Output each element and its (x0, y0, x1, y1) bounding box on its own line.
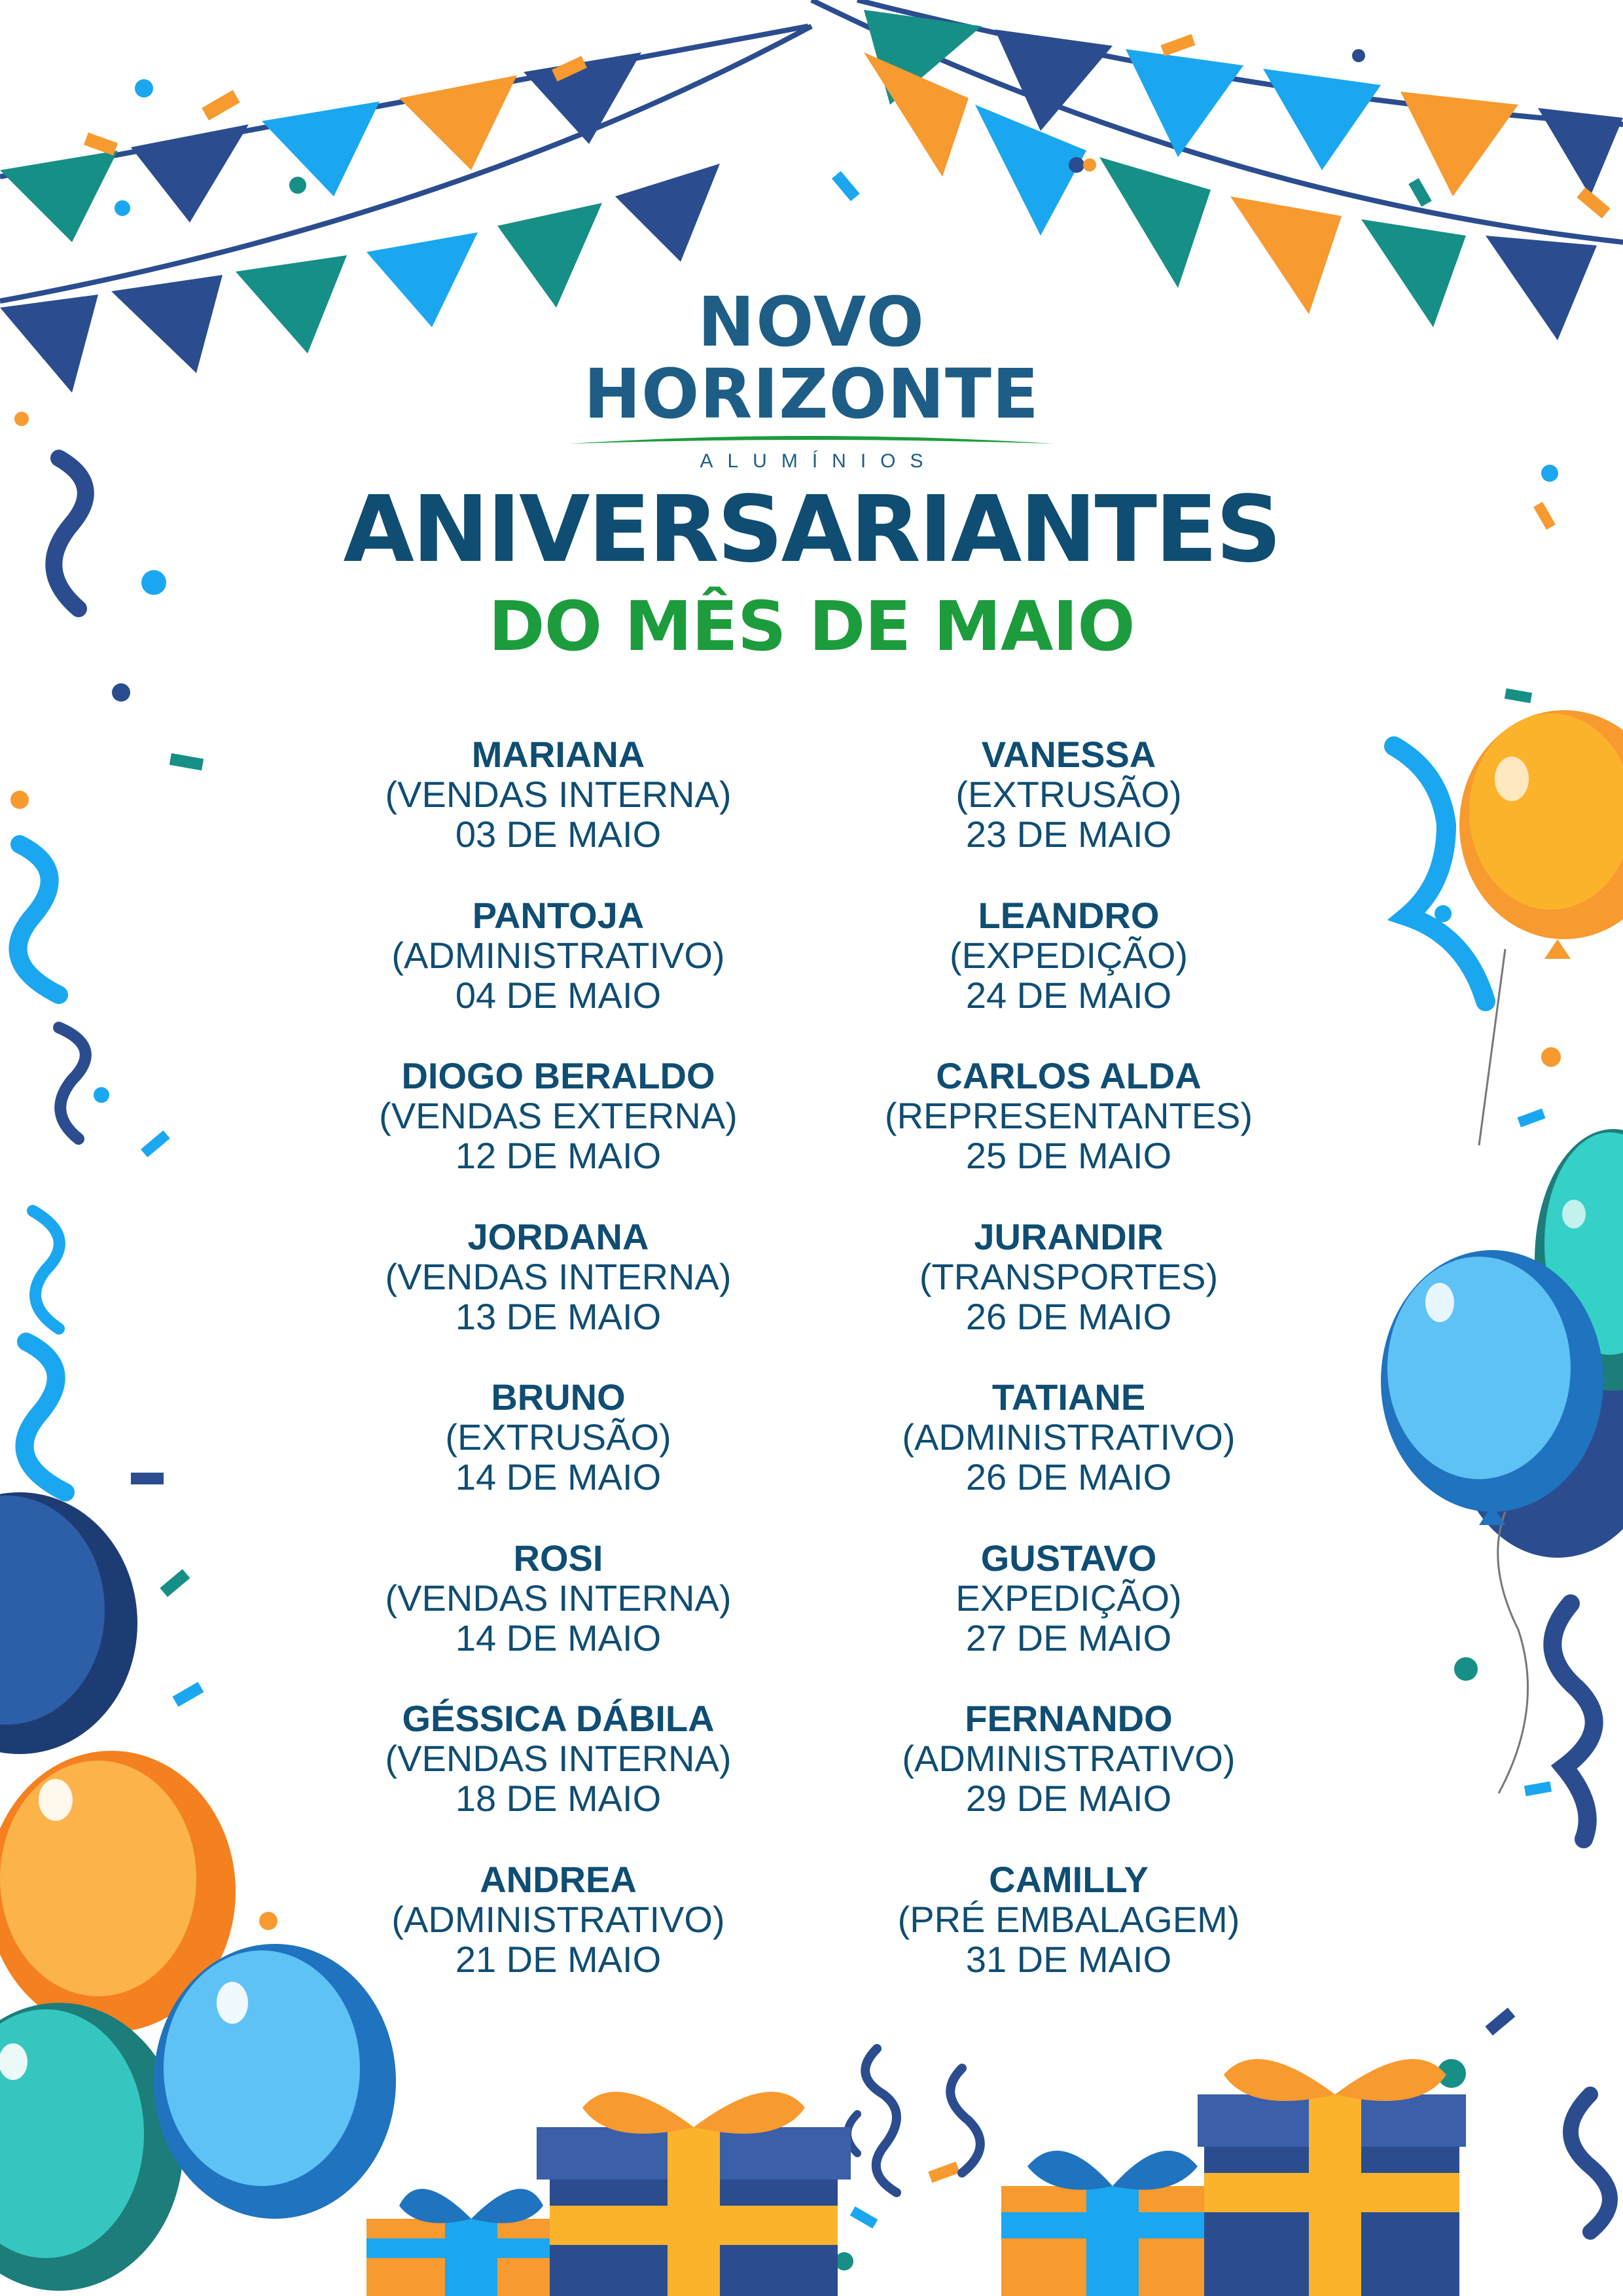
page-title: ANIVERSARIANTES (343, 476, 1280, 583)
person-department: (ADMINISTRATIVO) (902, 1738, 1236, 1779)
person-name: MARIANA (471, 734, 645, 775)
person-name: GÉSSICA DÁBILA (402, 1698, 715, 1739)
birthday-date: 26 DE MAIO (965, 1456, 1172, 1498)
birthday-entry (277, 1377, 840, 1538)
person-name: TATIANE (991, 1376, 1146, 1418)
person-department: (REPRESENTANTES) (884, 1095, 1253, 1136)
person-name: DIOGO BERALDO (401, 1055, 715, 1096)
birthday-entry (277, 1698, 840, 1859)
birthday-entry (277, 895, 840, 1056)
birthday-date: 24 DE MAIO (965, 974, 1172, 1016)
person-department: (ADMINISTRATIVO) (902, 1416, 1236, 1458)
person-department: (EXPEDIÇÃO) (949, 934, 1188, 976)
person-department: (ADMINISTRATIVO) (391, 934, 725, 976)
logo-tagline: ALUMÍNIOS (700, 450, 938, 472)
person-name: GUSTAVO (980, 1537, 1157, 1579)
birthday-date: 31 DE MAIO (965, 1938, 1172, 1980)
person-department: (EXTRUSÃO) (955, 774, 1182, 815)
birthday-date: 18 DE MAIO (455, 1778, 662, 1819)
birthday-entry (787, 1859, 1350, 2020)
birthday-entry (787, 1698, 1350, 1859)
birthday-date: 04 DE MAIO (455, 974, 662, 1016)
person-name: LEANDRO (978, 894, 1160, 936)
person-department: (PRÉ EMBALAGEM) (897, 1898, 1240, 1940)
birthday-list-right (787, 734, 1350, 2020)
company-logo (0, 282, 1623, 473)
logo-swoosh-icon (563, 432, 1060, 449)
person-name: ROSI (513, 1537, 603, 1579)
birthday-date: 26 DE MAIO (965, 1295, 1172, 1337)
birthday-date: 21 DE MAIO (455, 1938, 662, 1980)
person-department: (EXTRUSÃO) (445, 1416, 671, 1458)
birthday-date: 12 DE MAIO (455, 1135, 662, 1176)
person-department: (VENDAS INTERNA) (385, 1738, 732, 1779)
birthday-entry (787, 1377, 1350, 1538)
person-department: (ADMINISTRATIVO) (391, 1898, 725, 1940)
birthday-date: 14 DE MAIO (455, 1456, 662, 1498)
birthday-date: 13 DE MAIO (455, 1295, 662, 1337)
page-subtitle: DO MÊS DE MAIO (488, 586, 1135, 666)
person-name: PANTOJA (472, 894, 645, 936)
person-name: VANESSA (981, 734, 1156, 775)
person-name: ANDREA (480, 1858, 637, 1900)
person-name: CAMILLY (989, 1858, 1149, 1900)
person-department: (VENDAS EXTERNA) (379, 1095, 738, 1136)
logo-text-novo: NOVO (698, 282, 925, 362)
person-name: CARLOS ALDA (936, 1055, 1202, 1096)
birthday-entry (787, 1538, 1350, 1699)
person-department: (VENDAS INTERNA) (385, 774, 732, 815)
birthday-entry (277, 1056, 840, 1217)
balloons-right (1381, 710, 1623, 1793)
birthday-date: 03 DE MAIO (455, 814, 662, 855)
birthday-date: 25 DE MAIO (965, 1135, 1172, 1176)
birthday-date: 14 DE MAIO (455, 1617, 662, 1659)
birthday-entry (787, 734, 1350, 895)
person-name: JURANDIR (974, 1215, 1164, 1257)
birthday-entry (277, 1538, 840, 1699)
person-department: (TRANSPORTES) (919, 1255, 1219, 1297)
gift-boxes (366, 2059, 1466, 2296)
birthday-entry (277, 1217, 840, 1378)
birthday-date: 29 DE MAIO (965, 1778, 1172, 1819)
logo-text-horizonte: HORIZONTE (583, 354, 1040, 434)
birthday-entry (277, 734, 840, 895)
person-department: (VENDAS INTERNA) (385, 1255, 732, 1297)
birthday-entry (787, 895, 1350, 1056)
birthday-entry (787, 1056, 1350, 1217)
birthday-list-left (277, 734, 840, 2020)
birthday-entry (277, 1859, 840, 2020)
person-name: BRUNO (491, 1376, 626, 1418)
person-department: EXPEDIÇÃO) (955, 1577, 1182, 1619)
person-department: (VENDAS INTERNA) (385, 1577, 732, 1619)
birthday-date: 23 DE MAIO (965, 814, 1172, 855)
birthday-date: 27 DE MAIO (965, 1617, 1172, 1659)
person-name: JORDANA (467, 1215, 649, 1257)
person-name: FERNANDO (965, 1698, 1173, 1739)
birthday-entry (787, 1217, 1350, 1378)
